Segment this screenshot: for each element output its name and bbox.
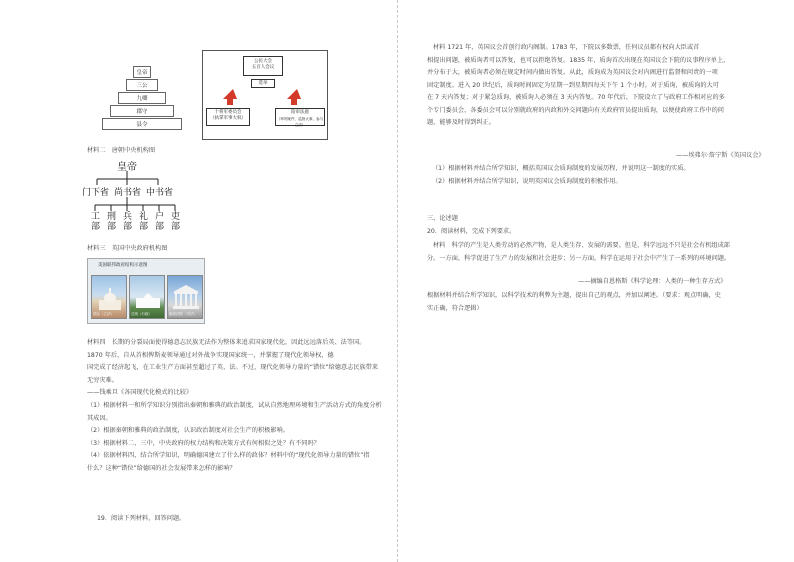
question-20: 20．阅读材料，完成下列要求。 [427, 228, 516, 235]
pyramid-level: 三公 [126, 79, 158, 91]
pyramid-level: 县令 [102, 118, 182, 130]
text-line: 1870 年后，自从首相俾斯麦领导通过对外战争实现国家统一，并掌握了现代化领导权，德 [87, 351, 334, 359]
text-line: 国完成了经济起飞，在工业生产方面甚至超过了英、法。不过，现代化领导力量的“错位”给德意志民族带来 [87, 364, 379, 371]
left-arrow-icon [223, 89, 237, 105]
source-line: ——钱乘旦《各国现代化模式的比较》 [87, 389, 193, 396]
question-line: （2）根据材料并结合所学知识，说明英国议会质询制度的积极作用。 [432, 177, 622, 185]
whitehouse-photo [129, 275, 165, 319]
text-line: 材料四 长期的分裂局面使得德意志民族无法作为整体来追求国家现代化，因此远远落后英、法等国。 [87, 339, 366, 346]
science-material-source: ——摘编自恩格斯《科学论理：人类的一种生存方式》 [578, 278, 727, 285]
athens-flow-diagram [202, 50, 328, 140]
question-line: 什么？这种“错位”给德国的社会发展带来怎样的影响？ [87, 464, 236, 472]
questions-block-right [432, 163, 772, 188]
question-line: （1）根据材料并结合所学知识，概括英国议会质询制度的发展历程，并说明这一制度的实质。 [432, 165, 690, 172]
text-line: 题，能够及时得到纠正。 [427, 119, 496, 126]
question-line: （4）依据材料四，结合所学知识，明确德国建立了什么样的政体？材料中的“现代化领导力量的错位”指 [87, 452, 370, 459]
pyramid-level: 皇帝 [133, 66, 151, 78]
ministry-char: 工 [91, 212, 101, 222]
right-arrow-icon [287, 89, 301, 105]
question-line: （2）根据秦朝和雅典的政治制度，认识政治制度对社会生产的积极影响。 [87, 427, 289, 434]
task-line: 根据材料并结合所学知识，以科学技术的利弊为主题，提出自己的观点，并加以阐述。（要求：观点明确，史 [427, 292, 721, 299]
ministry-gong [91, 212, 100, 232]
section-heading: 三、论述题 [427, 215, 458, 222]
election-label: 选举 [258, 81, 268, 86]
capitol-building-icon [93, 284, 127, 314]
photo-label: 国会（立法） [93, 312, 114, 316]
text-line: 材料 科学的产生是人类劳动的必然产物，是人类生存、发展的需要。但是，科学远远不只是社会有机组成部 [433, 242, 730, 249]
task-block [427, 290, 777, 315]
text-line: 在 7 天内答复；对于紧急质询，被质询人必须在 3 天内答复。70 年代后，下院设立了与政府工作相对应的多 [427, 94, 725, 101]
ministry-li [139, 212, 148, 232]
qin-pyramid-diagram [0, 0, 200, 140]
generals-box [206, 108, 250, 126]
photo-label: 总统（行政） [131, 312, 152, 316]
caption-material-3: 材料三 英国中央政府机构图 [87, 245, 168, 252]
caption-material-2: 材料二 唐朝中央机构图 [87, 147, 156, 154]
ministry-char: 部 [123, 222, 133, 232]
capitol-photo [91, 275, 127, 319]
generals-note: （执掌军事大权） [210, 116, 246, 121]
court-box [275, 108, 325, 126]
court-building-icon [169, 282, 203, 314]
ministry-char: 礼 [139, 212, 149, 222]
pyramid-level: 郡守 [110, 105, 174, 117]
court-label: 陪审法庭 [291, 110, 309, 115]
source-right: ——埃弗尔·詹宁斯《英国议会》 [676, 152, 765, 159]
question-line: （3）根据材料二、三中，中央政府的权力结构和决策方式有何相似之处？有不同吗？ [87, 439, 320, 447]
text-line: 个专门委员会，各委员会可以分别就政府的内政和外交问题向有关政府官员提出质询，以便使政府工作中的问 [427, 106, 724, 114]
emperor-label: 皇帝 [117, 162, 137, 173]
court-note: （审判案件，监督大事，参与立法） [276, 117, 324, 127]
tang-org-chart [0, 155, 200, 245]
province-menxia: 门下省 [82, 188, 110, 198]
assembly-label: 公民大会 [254, 59, 272, 64]
ministry-char: 吏 [171, 212, 181, 222]
text-line: 相提出问题，被质询者可以答复，也可以拒绝答复。1835 年，质询首次出现在英国议会下院的议事程序单上， [427, 56, 730, 64]
question-line: 其成因。 [87, 414, 112, 422]
supreme-court-photo [167, 275, 203, 319]
ministry-libu [171, 212, 180, 232]
text-line: 分。一方面，科学促进了生产力的发展和社会进步；另一方面，科学在运用于社会中产生了一系列的环境问题。 [427, 254, 731, 262]
photo-label: 最高法院（司法） [169, 312, 197, 316]
question-19: 19．阅读下列材料，回答问题。 [97, 515, 186, 522]
task-line: 实正确，符合逻辑） [427, 304, 483, 312]
text-line: 固定制度。进入 20 世纪后，质询时间固定为星期一到星期四每天下午 1 个小时。对于质询，被质询的大可 [427, 81, 719, 89]
ministry-xing [107, 212, 116, 232]
government-photo-panel [87, 258, 205, 324]
material-4-paragraph [87, 337, 387, 400]
ministry-char: 兵 [123, 212, 133, 222]
council-label: 五百人会议 [251, 65, 275, 70]
ministry-char: 部 [155, 222, 165, 232]
text-line: 无穷灾难。 [87, 376, 118, 384]
province-shangshu: 尚书省 [114, 188, 142, 198]
column-divider [397, 0, 398, 562]
science-material [427, 240, 777, 265]
ministry-char: 部 [171, 222, 181, 232]
ministry-bing [123, 212, 132, 232]
ministry-char: 部 [139, 222, 149, 232]
province-zhongshu: 中书省 [146, 188, 174, 198]
text-line: 材料 1721 年，英国议会首创行政内阁制。1783 年，下院以多数票，任何议员都有权向大臣或首 [433, 44, 700, 51]
ministry-char: 部 [107, 222, 117, 232]
photo-title: 美国联邦政府结构示意图 [98, 263, 148, 268]
ministry-char: 刑 [107, 212, 117, 222]
ministry-char: 户 [155, 212, 165, 222]
questions-block-left [87, 400, 387, 475]
question-line: （1）根据材料一和所学知识分别指出秦朝和雅典的政治制度，试从自然地理环境和生产活动方式的角度分析 [87, 402, 382, 409]
text-line: 并分布于大，被质询者必须在规定时间内做出答复。从此，质询成为英国议会对内阁进行监督和问责的一项 [427, 69, 718, 76]
material-paragraph-right [427, 42, 777, 130]
generals-label: 十将军委员会 [214, 110, 242, 115]
ministry-char: 部 [91, 222, 101, 232]
ministry-hu [155, 212, 164, 232]
pyramid-level: 九卿 [118, 92, 166, 104]
